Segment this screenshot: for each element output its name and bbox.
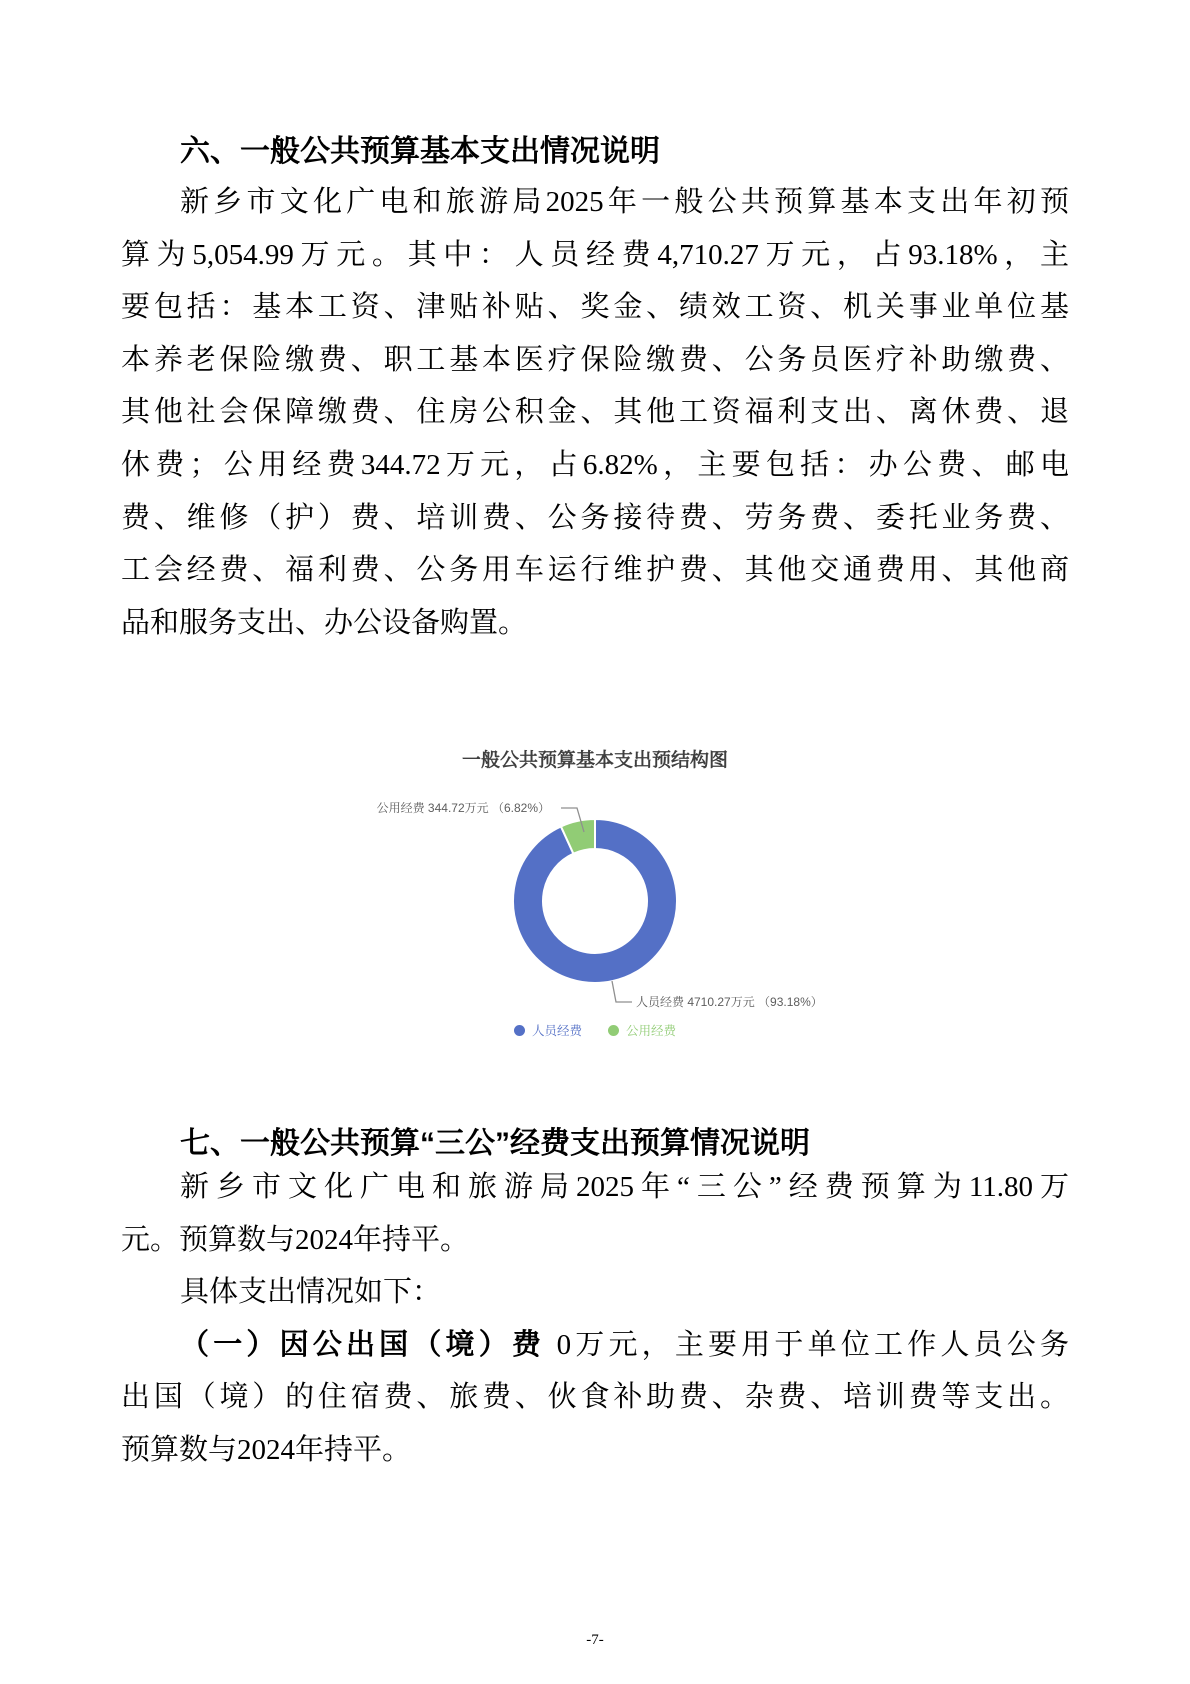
- list-item-line: [121, 1319, 1069, 1372]
- paragraph-line: 休费；公用经费344.72万元，占6.82%，主要包括：办公费、邮电: [121, 448, 1069, 481]
- chart-legend: [0, 1021, 1190, 1039]
- legend-label-public-funds: 公用经费: [626, 1024, 677, 1038]
- section7-paragraph: [121, 1161, 1069, 1477]
- paragraph-line: 元。预算数与2024年持平。: [121, 1223, 470, 1256]
- donut-chart: [513, 819, 677, 983]
- legend-item-public-funds: [608, 1021, 676, 1039]
- paragraph-line: 其他社会保障缴费、住房公积金、其他工资福利支出、离休费、退: [121, 396, 1069, 429]
- legend-dot-personnel: [514, 1025, 525, 1036]
- paragraph-line: 品和服务支出、办公设备购置。: [121, 606, 528, 639]
- list-item-lead: （一）因公出国（境）费: [180, 1328, 546, 1361]
- paragraph-line: 预算数与2024年持平。: [121, 1433, 412, 1466]
- paragraph-line: 出国（境）的住宿费、旅费、伙食补助费、杂费、培训费等支出。: [121, 1381, 1069, 1414]
- label-line-personnel: [612, 981, 632, 1002]
- paragraph-line: 算为5,054.99万元。其中：人员经费4,710.27万元，占93.18%，主: [121, 238, 1069, 271]
- paragraph-line: 具体支出情况如下：: [180, 1276, 442, 1309]
- legend-dot-public-funds: [608, 1025, 619, 1036]
- section6-paragraph: [121, 176, 1069, 649]
- legend-item-personnel: [514, 1021, 582, 1039]
- chart-title: 一般公共预算基本支出预结构图: [461, 750, 728, 771]
- donut-chart-canvas: [0, 780, 1190, 1020]
- paragraph-line: 本养老保险缴费、职工基本医疗保险缴费、公务员医疗补助缴费、: [121, 343, 1069, 376]
- paragraph-line: 要包括：基本工资、津贴补贴、奖金、绩效工资、机关事业单位基: [121, 291, 1069, 324]
- paragraph-line: 新乡市文化广电和旅游局2025年一般公共预算基本支出年初预: [180, 186, 1069, 218]
- list-item-rest: 0万元，主要用于单位工作人员公务: [545, 1328, 1069, 1361]
- paragraph-line: 费、维修（护）费、培训费、公务接待费、劳务费、委托业务费、: [121, 501, 1069, 534]
- legend-label-personnel: 人员经费: [531, 1024, 582, 1038]
- page-number: -7-: [586, 1632, 604, 1648]
- paragraph-line: 新乡市文化广电和旅游局2025年“三公”经费预算为11.80万: [180, 1171, 1069, 1203]
- pie-label-personnel: 人员经费 4710.27万元 （93.18%）: [636, 995, 823, 1009]
- paragraph-line: 工会经费、福利费、公务用车运行维护费、其他交通费用、其他商: [121, 554, 1069, 587]
- section7-heading: 七、一般公共预算“三公”经费支出预算情况说明: [180, 1127, 810, 1160]
- section6-heading: 六、一般公共预算基本支出情况说明: [180, 135, 660, 168]
- pie-label-public-funds: 公用经费 344.72万元 （6.82%）: [376, 801, 550, 815]
